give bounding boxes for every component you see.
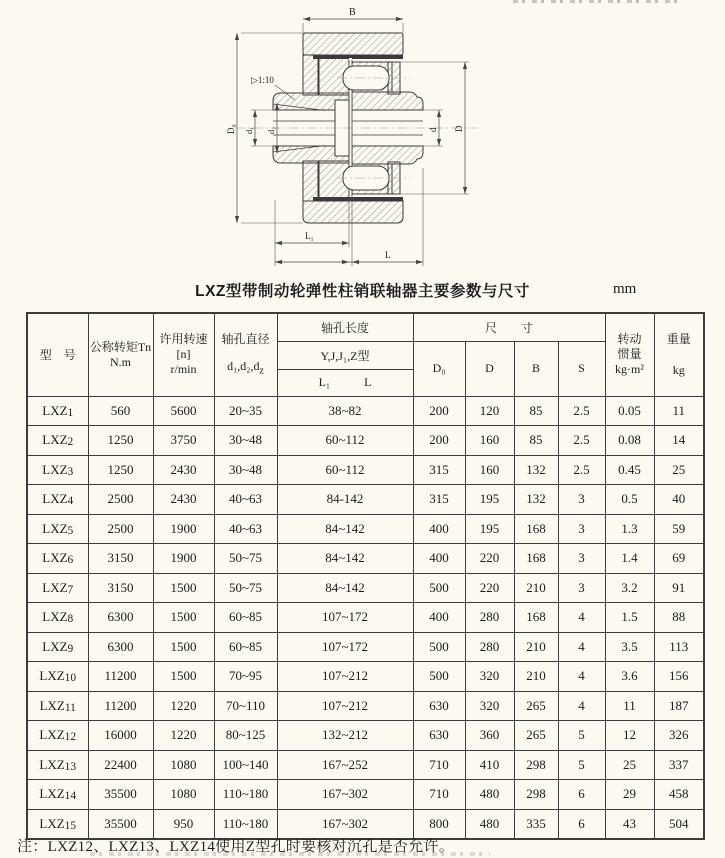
cell-model: LXZ7	[27, 573, 88, 603]
cell-inertia: 11	[605, 691, 654, 721]
brake-drum-left-wall-upper	[303, 55, 319, 95]
cell-B: 298	[514, 750, 558, 780]
cell-torque: 1250	[88, 455, 153, 485]
cell-bore_dia: 30~48	[214, 455, 277, 485]
cell-B: 265	[514, 721, 558, 751]
cell-model: LXZ3	[27, 455, 88, 485]
col-header-weight: 重量 kg	[654, 313, 704, 396]
cell-D: 410	[465, 750, 514, 780]
cell-bore_dia: 30~48	[214, 426, 277, 456]
col-header-d: D	[465, 341, 514, 396]
cell-D: 220	[465, 573, 514, 603]
cell-inertia: 1.5	[605, 603, 654, 633]
col-header-model: 型 号	[27, 313, 88, 396]
cell-D0: 315	[413, 455, 465, 485]
cell-S: 3	[558, 485, 605, 515]
cell-speed: 1900	[153, 514, 214, 544]
cell-D: 320	[465, 691, 514, 721]
table-row	[27, 544, 704, 574]
cell-inertia: 0.45	[605, 455, 654, 485]
cell-D: 195	[465, 485, 514, 515]
cell-bore_len: 84~142	[277, 514, 413, 544]
right-hub-flange-upper	[352, 92, 423, 110]
col-header-d0: D₀	[413, 341, 465, 396]
cell-bore_dia: 20~35	[214, 396, 277, 426]
cell-weight: 337	[654, 750, 704, 780]
cell-weight: 11	[654, 396, 704, 426]
dim-label-D0: D₀	[226, 124, 236, 134]
cell-speed: 950	[153, 809, 214, 839]
cell-bore_dia: 40~63	[214, 514, 277, 544]
cell-model: LXZ4	[27, 485, 88, 515]
table-row	[27, 396, 704, 426]
table-row	[27, 514, 704, 544]
cell-bore_len: 132~212	[277, 721, 413, 751]
cell-B: 168	[514, 603, 558, 633]
table-row	[27, 573, 704, 603]
cell-weight: 91	[654, 573, 704, 603]
cell-S: 4	[558, 603, 605, 633]
cell-bore_dia: 110~180	[214, 780, 277, 810]
cell-torque: 11200	[88, 662, 153, 692]
unit-label: mm	[613, 281, 637, 297]
cell-model: LXZ13	[27, 750, 88, 780]
cell-model: LXZ10	[27, 662, 88, 692]
cell-S: 2.5	[558, 396, 605, 426]
cell-D: 480	[465, 809, 514, 839]
table-row	[27, 603, 704, 633]
cell-speed: 1220	[153, 691, 214, 721]
cell-B: 210	[514, 662, 558, 692]
cell-model: LXZ8	[27, 603, 88, 633]
cell-B: 265	[514, 691, 558, 721]
cell-model: LXZ1	[27, 396, 88, 426]
cell-D: 480	[465, 780, 514, 810]
cell-bore_len: 107~212	[277, 691, 413, 721]
cell-weight: 59	[654, 514, 704, 544]
table-row	[27, 691, 704, 721]
cell-weight: 14	[654, 426, 704, 456]
cell-S: 3	[558, 544, 605, 574]
cell-D: 360	[465, 721, 514, 751]
cell-torque: 35500	[88, 780, 153, 810]
cell-D0: 500	[413, 573, 465, 603]
cell-S: 4	[558, 691, 605, 721]
brake-drum-top-band	[303, 33, 403, 55]
cell-bore_len: 38~82	[277, 396, 413, 426]
cell-speed: 1500	[153, 573, 214, 603]
cell-B: 210	[514, 573, 558, 603]
cell-torque: 6300	[88, 632, 153, 662]
cell-D0: 630	[413, 691, 465, 721]
dim-label-d2: d₂	[266, 126, 276, 134]
clipped-text-fragment-bottom	[90, 852, 490, 856]
cell-B: 132	[514, 485, 558, 515]
cell-inertia: 0.5	[605, 485, 654, 515]
cell-bore_len: 167~302	[277, 809, 413, 839]
table-row	[27, 426, 704, 456]
clipped-text-fragment-top	[513, 0, 677, 3]
cell-D: 120	[465, 396, 514, 426]
cell-speed: 1900	[153, 544, 214, 574]
cell-speed: 1500	[153, 632, 214, 662]
cell-weight: 40	[654, 485, 704, 515]
cell-bore_dia: 60~85	[214, 632, 277, 662]
cell-model: LXZ12	[27, 721, 88, 751]
table-row	[27, 632, 704, 662]
cell-D0: 630	[413, 721, 465, 751]
cell-inertia: 1.4	[605, 544, 654, 574]
cell-bore_dia: 70~95	[214, 662, 277, 692]
cell-bore_len: 107~172	[277, 632, 413, 662]
cell-speed: 1220	[153, 721, 214, 751]
cell-S: 4	[558, 632, 605, 662]
cell-inertia: 1.3	[605, 514, 654, 544]
right-hub-flange-lower	[352, 146, 423, 164]
dim-label-D: D	[454, 125, 464, 132]
cell-bore_len: 107~172	[277, 603, 413, 633]
col-header-bore-length-types: Y,J,J₁,Z型	[277, 341, 413, 369]
col-header-bore-diameter: 轴孔直径 $d_1,d_2,d_z$	[214, 313, 277, 396]
cell-S: 5	[558, 721, 605, 751]
cell-D0: 400	[413, 544, 465, 574]
cell-D0: 500	[413, 662, 465, 692]
table-row	[27, 750, 704, 780]
cell-bore_len: 167~302	[277, 780, 413, 810]
cell-D0: 710	[413, 750, 465, 780]
col-header-speed: 许用转速 [n] r/min	[153, 313, 214, 396]
cell-weight: 156	[654, 662, 704, 692]
cell-D: 160	[465, 455, 514, 485]
cell-bore_dia: 50~75	[214, 544, 277, 574]
cell-inertia: 3.2	[605, 573, 654, 603]
cell-inertia: 0.05	[605, 396, 654, 426]
table-header	[27, 313, 704, 396]
cell-torque: 35500	[88, 809, 153, 839]
cell-D0: 200	[413, 426, 465, 456]
cell-speed: 1500	[153, 603, 214, 633]
table-row	[27, 780, 704, 810]
cell-D0: 200	[413, 396, 465, 426]
cell-D: 160	[465, 426, 514, 456]
cell-B: 85	[514, 426, 558, 456]
cell-D: 220	[465, 544, 514, 574]
page-title: LXZ型带制动轮弹性柱销联轴器主要参数与尺寸	[195, 283, 530, 300]
brake-drum-left-wall-lower	[303, 161, 319, 201]
cell-model: LXZ15	[27, 809, 88, 839]
cell-weight: 187	[654, 691, 704, 721]
cell-D0: 710	[413, 780, 465, 810]
cell-D: 280	[465, 632, 514, 662]
cell-bore_len: 84-142	[277, 485, 413, 515]
col-header-l1-l: L₁ L	[277, 369, 413, 396]
col-header-bore-length: 轴孔长度	[277, 313, 413, 341]
cell-bore_len: 60~112	[277, 455, 413, 485]
cell-model: LXZ11	[27, 691, 88, 721]
cell-model: LXZ5	[27, 514, 88, 544]
table-row	[27, 662, 704, 692]
cell-inertia: 3.5	[605, 632, 654, 662]
brake-drum-bottom-band	[303, 201, 403, 223]
cell-D0: 800	[413, 809, 465, 839]
cell-speed: 1080	[153, 750, 214, 780]
cell-bore_dia: 60~85	[214, 603, 277, 633]
cell-speed: 1080	[153, 780, 214, 810]
cell-torque: 560	[88, 396, 153, 426]
cell-B: 335	[514, 809, 558, 839]
cell-inertia: 12	[605, 721, 654, 751]
cell-inertia: 25	[605, 750, 654, 780]
cell-D: 280	[465, 603, 514, 633]
cell-B: 210	[514, 632, 558, 662]
cell-torque: 11200	[88, 691, 153, 721]
cell-D: 320	[465, 662, 514, 692]
cell-bore_dia: 40~63	[214, 485, 277, 515]
cell-inertia: 0.08	[605, 426, 654, 456]
cell-torque: 3150	[88, 544, 153, 574]
cell-S: 2.5	[558, 426, 605, 456]
cell-bore_dia: 70~110	[214, 691, 277, 721]
cell-torque: 2500	[88, 485, 153, 515]
cell-bore_len: 107~212	[277, 662, 413, 692]
cell-speed: 3750	[153, 426, 214, 456]
cell-B: 132	[514, 455, 558, 485]
cell-inertia: 43	[605, 809, 654, 839]
footnote: 注：LXZ12、LXZ13、LXZ14使用Z型孔时要核对沉孔是否允许。	[17, 839, 455, 855]
cell-torque: 16000	[88, 721, 153, 751]
cell-weight: 326	[654, 721, 704, 751]
cell-S: 4	[558, 662, 605, 692]
cell-weight: 88	[654, 603, 704, 633]
table-row	[27, 485, 704, 515]
cell-speed: 2430	[153, 455, 214, 485]
cell-weight: 458	[654, 780, 704, 810]
cell-torque: 3150	[88, 573, 153, 603]
cell-model: LXZ14	[27, 780, 88, 810]
cell-weight: 504	[654, 809, 704, 839]
table-row	[27, 455, 704, 485]
cell-B: 85	[514, 396, 558, 426]
cell-bore_len: 167~252	[277, 750, 413, 780]
cell-torque: 2500	[88, 514, 153, 544]
col-header-b: B	[514, 341, 558, 396]
cell-B: 168	[514, 514, 558, 544]
cell-inertia: 3.6	[605, 662, 654, 692]
cell-S: 6	[558, 809, 605, 839]
cell-bore_dia: 100~140	[214, 750, 277, 780]
taper-label: ▷1:10	[251, 75, 274, 85]
cell-torque: 22400	[88, 750, 153, 780]
col-header-s: S	[558, 341, 605, 396]
cell-B: 298	[514, 780, 558, 810]
table-body	[27, 396, 704, 839]
cell-D0: 315	[413, 485, 465, 515]
dim-label-d: d	[428, 127, 438, 132]
cell-bore_len: 60~112	[277, 426, 413, 456]
cell-bore_len: 84~142	[277, 573, 413, 603]
cell-D: 195	[465, 514, 514, 544]
cell-D0: 400	[413, 514, 465, 544]
cell-model: LXZ6	[27, 544, 88, 574]
cell-B: 168	[514, 544, 558, 574]
cell-S: 5	[558, 750, 605, 780]
cell-D0: 400	[413, 603, 465, 633]
cell-weight: 113	[654, 632, 704, 662]
col-header-torque: 公称转矩Tn N.m	[88, 313, 153, 396]
cell-speed: 2430	[153, 485, 214, 515]
table-row	[27, 721, 704, 751]
coupling-cross-section-drawing	[225, 0, 500, 272]
cell-inertia: 29	[605, 780, 654, 810]
dim-label-L1: L₁	[305, 231, 314, 241]
cell-S: 3	[558, 514, 605, 544]
cell-torque: 1250	[88, 426, 153, 456]
col-header-size: 尺 寸	[413, 313, 605, 341]
cell-weight: 25	[654, 455, 704, 485]
cell-speed: 5600	[153, 396, 214, 426]
cell-D0: 500	[413, 632, 465, 662]
col-header-inertia: 转动 惯量 kg·m²	[605, 313, 654, 396]
dim-label-d1: d₁	[244, 126, 254, 134]
cell-model: LXZ9	[27, 632, 88, 662]
parameters-table	[26, 312, 705, 840]
cell-weight: 69	[654, 544, 704, 574]
cell-bore_dia: 50~75	[214, 573, 277, 603]
dim-label-B: B	[349, 7, 356, 18]
dim-label-L: L	[385, 250, 391, 260]
cell-bore_dia: 110~180	[214, 809, 277, 839]
cell-bore_dia: 80~125	[214, 721, 277, 751]
cell-S: 6	[558, 780, 605, 810]
cell-model: LXZ2	[27, 426, 88, 456]
cell-S: 3	[558, 573, 605, 603]
cell-torque: 6300	[88, 603, 153, 633]
cell-S: 2.5	[558, 455, 605, 485]
cell-speed: 1500	[153, 662, 214, 692]
cell-bore_len: 84~142	[277, 544, 413, 574]
